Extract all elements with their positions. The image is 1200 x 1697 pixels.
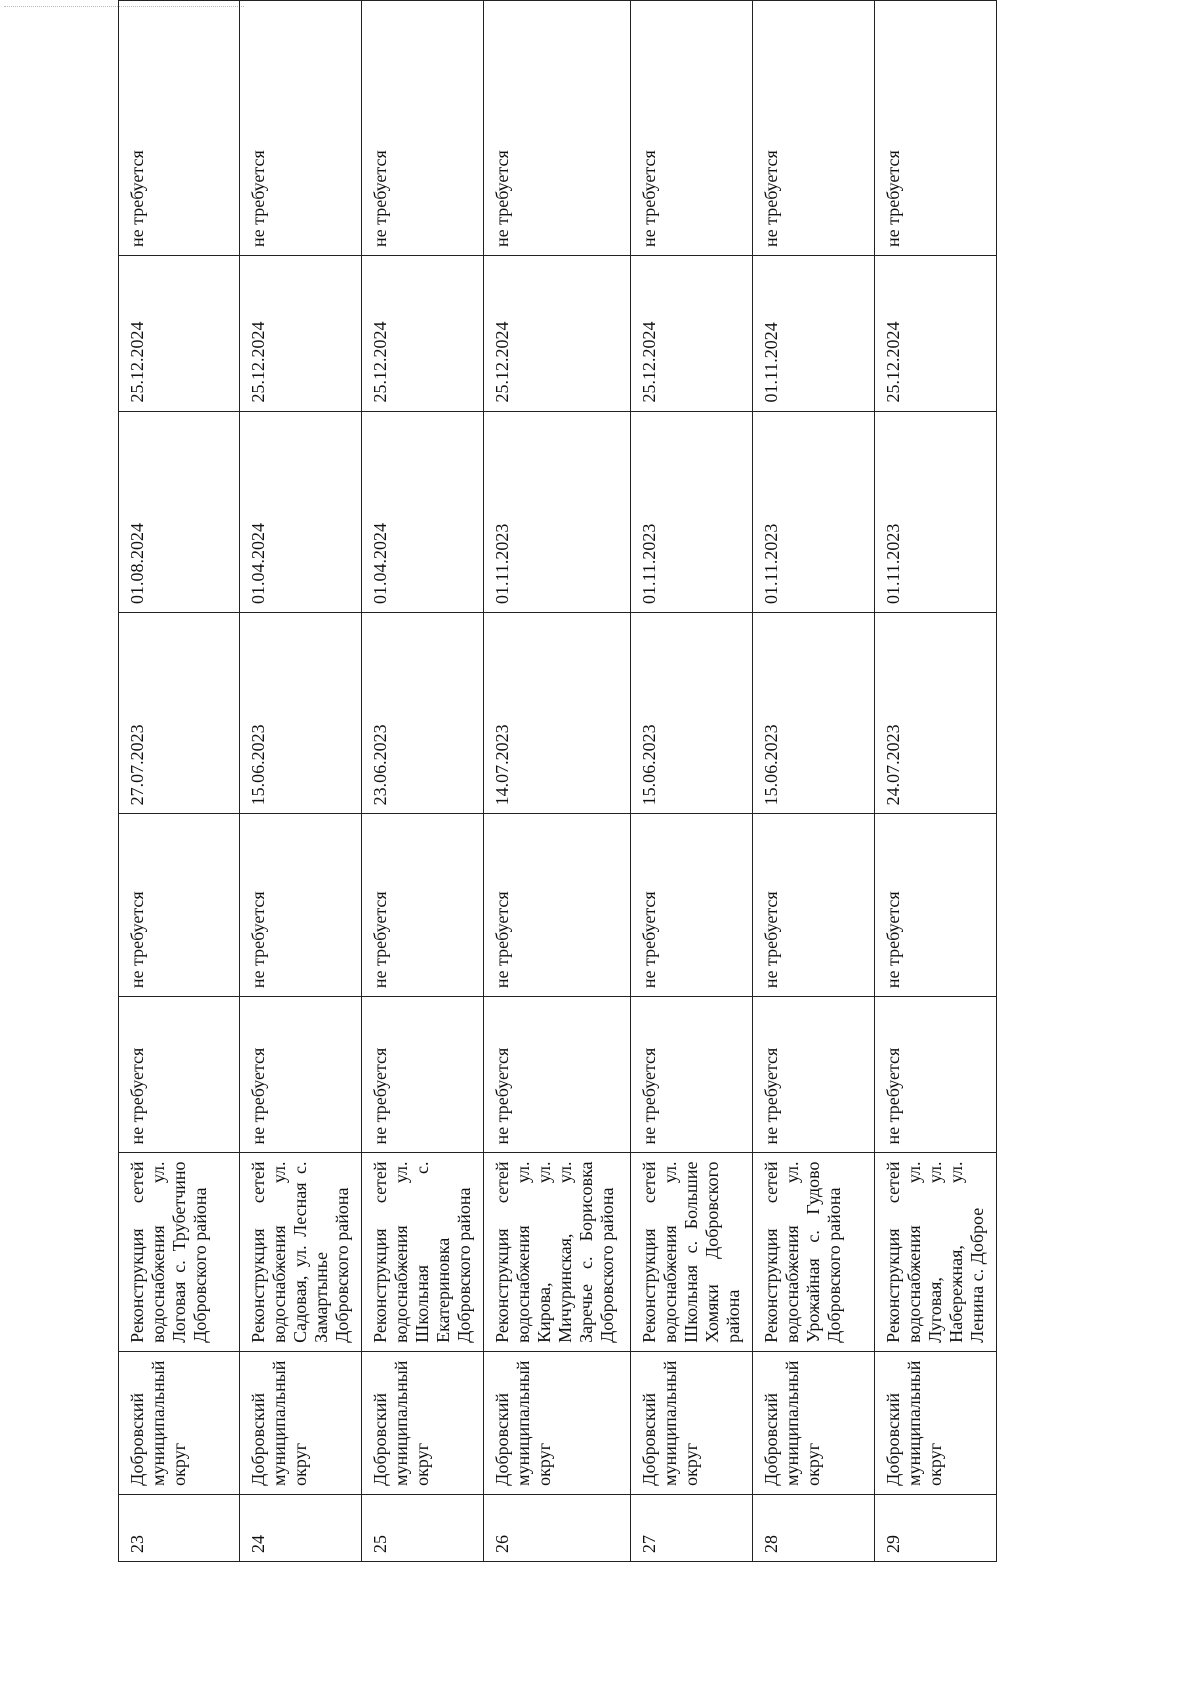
owner-cell: Добровский муниципальный округ — [631, 1351, 753, 1494]
date-cell-2: 01.11.2023 — [484, 411, 631, 612]
row-number: 24 — [240, 1494, 362, 1561]
owner-cell: Добровский муниципальный округ — [753, 1351, 875, 1494]
status-cell-1: не требуется — [362, 997, 484, 1153]
table-row — [362, 1, 484, 1562]
status-cell-3: не требуется — [753, 1, 875, 256]
owner-cell: Добровский муниципальный округ — [875, 1351, 997, 1494]
owner-cell: Добровский муниципальный округ — [240, 1351, 362, 1494]
status-cell-2: не требуется — [484, 814, 631, 997]
object-name-cell: Реконструкция сетей водоснабжения ул. Школьная с. Большие Хомяки Добровского района — [631, 1153, 753, 1351]
date-cell-1: 15.06.2023 — [631, 612, 753, 813]
date-cell-1: 15.06.2023 — [753, 612, 875, 813]
date-cell-2: 01.11.2023 — [631, 411, 753, 612]
object-name-cell: Реконструкция сетей водоснабжения ул. Логовая с. Трубетчино Добровского района — [119, 1153, 240, 1351]
table-row — [875, 1, 997, 1562]
status-cell-3: не требуется — [119, 1, 240, 256]
date-cell-2: 01.11.2023 — [875, 411, 997, 612]
table-body — [119, 1, 997, 1562]
owner-cell: Добровский муниципальный округ — [484, 1351, 631, 1494]
row-number: 27 — [631, 1494, 753, 1561]
row-number: 25 — [362, 1494, 484, 1561]
date-cell-2: 01.04.2024 — [240, 411, 362, 612]
date-cell-2: 01.08.2024 — [119, 411, 240, 612]
status-cell-3: не требуется — [362, 1, 484, 256]
schedule-table — [118, 0, 997, 1562]
object-name-cell: Реконструкция сетей водоснабжения ул. Кирова, ул. Мичуринская, ул. Заречье с. Борисовка Добровского района — [484, 1153, 631, 1351]
status-cell-3: не требуется — [631, 1, 753, 256]
date-cell-2: 01.11.2023 — [753, 411, 875, 612]
date-cell-3: 01.11.2024 — [753, 256, 875, 412]
row-number: 29 — [875, 1494, 997, 1561]
status-cell-2: не требуется — [875, 814, 997, 997]
status-cell-1: не требуется — [119, 997, 240, 1153]
row-number: 28 — [753, 1494, 875, 1561]
date-cell-1: 27.07.2023 — [119, 612, 240, 813]
object-name-cell: Реконструкция сетей водоснабжения ул. Садовая, ул. Лесная с. Замартынье Добровского района — [240, 1153, 362, 1351]
status-cell-2: не требуется — [753, 814, 875, 997]
status-cell-2: не требуется — [631, 814, 753, 997]
status-cell-2: не требуется — [119, 814, 240, 997]
status-cell-3: не требуется — [484, 1, 631, 256]
owner-cell: Добровский муниципальный округ — [362, 1351, 484, 1494]
status-cell-1: не требуется — [631, 997, 753, 1153]
date-cell-1: 15.06.2023 — [240, 612, 362, 813]
date-cell-3: 25.12.2024 — [875, 256, 997, 412]
owner-cell: Добровский муниципальный округ — [119, 1351, 240, 1494]
status-cell-2: не требуется — [240, 814, 362, 997]
object-name-cell: Реконструкция сетей водоснабжения ул. Урожайная с. Гудово Добровского района — [753, 1153, 875, 1351]
status-cell-1: не требуется — [753, 997, 875, 1153]
table-row — [240, 1, 362, 1562]
date-cell-3: 25.12.2024 — [240, 256, 362, 412]
date-cell-3: 25.12.2024 — [484, 256, 631, 412]
object-name-cell: Реконструкция сетей водоснабжения ул. Луговая, ул. Набережная, ул. Ленина с. Доброе — [875, 1153, 997, 1351]
date-cell-1: 24.07.2023 — [875, 612, 997, 813]
status-cell-1: не требуется — [875, 997, 997, 1153]
date-cell-3: 25.12.2024 — [631, 256, 753, 412]
table-row — [484, 1, 631, 1562]
row-number: 23 — [119, 1494, 240, 1561]
status-cell-1: не требуется — [240, 997, 362, 1153]
date-cell-3: 25.12.2024 — [362, 256, 484, 412]
table-row — [753, 1, 875, 1562]
status-cell-3: не требуется — [240, 1, 362, 256]
status-cell-2: не требуется — [362, 814, 484, 997]
status-cell-3: не требуется — [875, 1, 997, 256]
row-number: 26 — [484, 1494, 631, 1561]
date-cell-1: 23.06.2023 — [362, 612, 484, 813]
date-cell-2: 01.04.2024 — [362, 411, 484, 612]
table-row — [119, 1, 240, 1562]
table-row — [631, 1, 753, 1562]
object-name-cell: Реконструкция сетей водоснабжения ул. Школьная с. Екатериновка Добровского района — [362, 1153, 484, 1351]
date-cell-1: 14.07.2023 — [484, 612, 631, 813]
date-cell-3: 25.12.2024 — [119, 256, 240, 412]
status-cell-1: не требуется — [484, 997, 631, 1153]
